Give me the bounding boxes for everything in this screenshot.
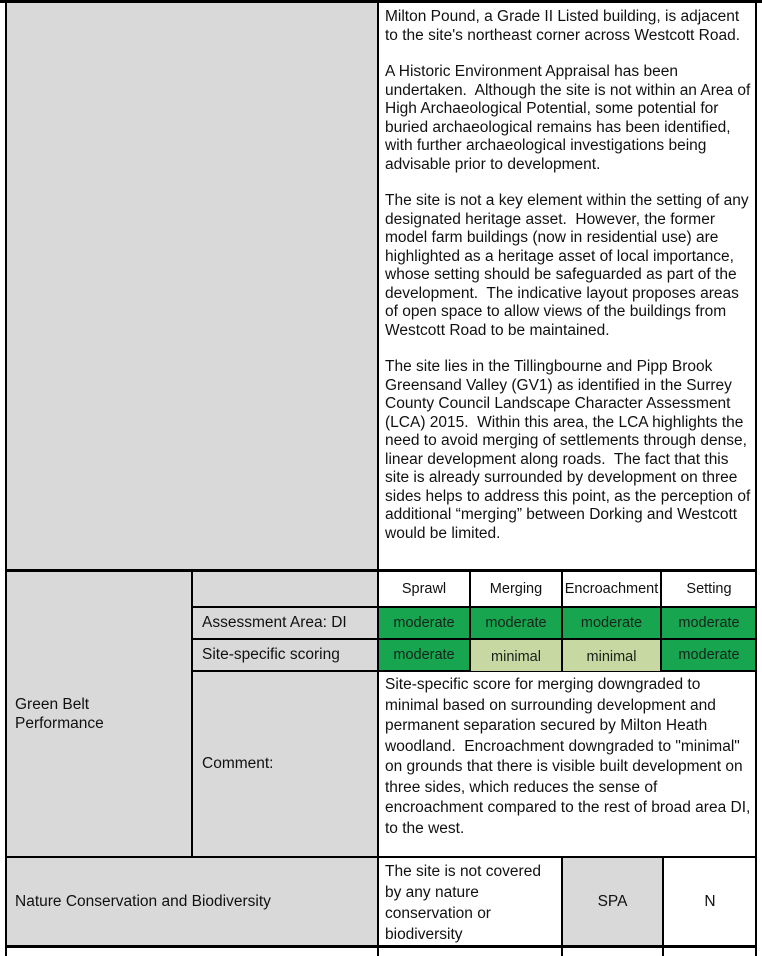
assessment-area-label-cell: Assessment Area: DI [192,607,378,639]
description-paragraph: The site is not a key element within the setting of any designated heritage asset. However, the former model farm buildings (now in residential use) are highlighted as a heritage asset of local importance, whose setting should be safeguarded as part of the development. The indicative layout proposes areas of open space to allow views of the buildings from Westcott Road to be maintained. [385,192,753,339]
green-belt-performance-label-cell [5,571,192,857]
section-divider [5,856,757,858]
nature-conservation-text-cell: The site is not covered by any nature conservation or biodiversity [378,857,562,947]
next-row-sliver [5,947,378,956]
description-paragraph: The site lies in the Tillingbourne and Pipp Brook Greensand Valley (GV1) as identified in the Surrey County Council Landscape Character Assessment (LCA) 2015. Within this area, the LCA highlights the need to avoid merging of settlements through dense, linear development along roads. The fact that this site is already surrounded by development on three sides helps to address this point, as the perception of additional “merging” between Dorking and Westcott would be limited. [385,358,755,542]
site-specific-scoring-label-cell: Site-specific scoring [192,639,378,671]
next-row-sliver [378,947,562,956]
nature-conservation-label-cell: Nature Conservation and Biodiversity [5,857,378,947]
top-row-label-cell [5,2,378,571]
next-row-sliver [562,947,663,956]
score-header-sprawl: Sprawl [378,571,470,607]
next-row-sliver [663,947,757,956]
site-score-setting: moderate [661,639,757,671]
section-divider [5,569,757,572]
site-score-merging: minimal [470,639,562,675]
table-top-border [0,0,762,3]
designation-flag-cell: N [663,857,757,947]
site-score-sprawl: moderate [378,639,470,671]
description-paragraph: Milton Pound, a Grade II Listed building, is adjacent to the site's northeast corner across Westcott Road. [385,8,744,44]
site-score-encroachment: minimal [562,639,661,675]
assessment-score-encroachment: moderate [562,607,661,639]
score-header-setting: Setting [661,571,757,607]
description-paragraph: A Historic Environment Appraisal has been undertaken. Although the site is not within an Area of High Archaeological Potential, some potential for buried archaeological remains has been identified, with further archaeological investigations being advisable prior to development. [385,63,755,173]
comment-label-cell: Comment: [192,671,378,857]
table-left-border [5,0,7,956]
section-label-line: Performance [15,715,104,732]
table-right-border [755,0,757,956]
designation-spa-cell: SPA [562,857,663,947]
assessment-score-merging: moderate [470,607,562,639]
site-description-cell [378,2,757,571]
score-header-merging: Merging [470,571,562,607]
score-header-encroachment: Encroachment [562,571,661,607]
comment-text-cell: Site-specific score for merging downgraded to minimal based on surrounding development and permanent separation secured by Milton Heath woodland. Encroachment downgraded to "minimal" on grounds that there is visible built development on three sides, which reduces the sense of encroachment compared to the rest of broad area DI, to the west. [378,671,757,857]
score-header-spacer-cell [192,571,378,607]
assessment-score-sprawl: moderate [378,607,470,639]
section-label-line: Green Belt [15,696,90,713]
assessment-score-setting: moderate [661,607,757,639]
section-divider [5,945,757,947]
